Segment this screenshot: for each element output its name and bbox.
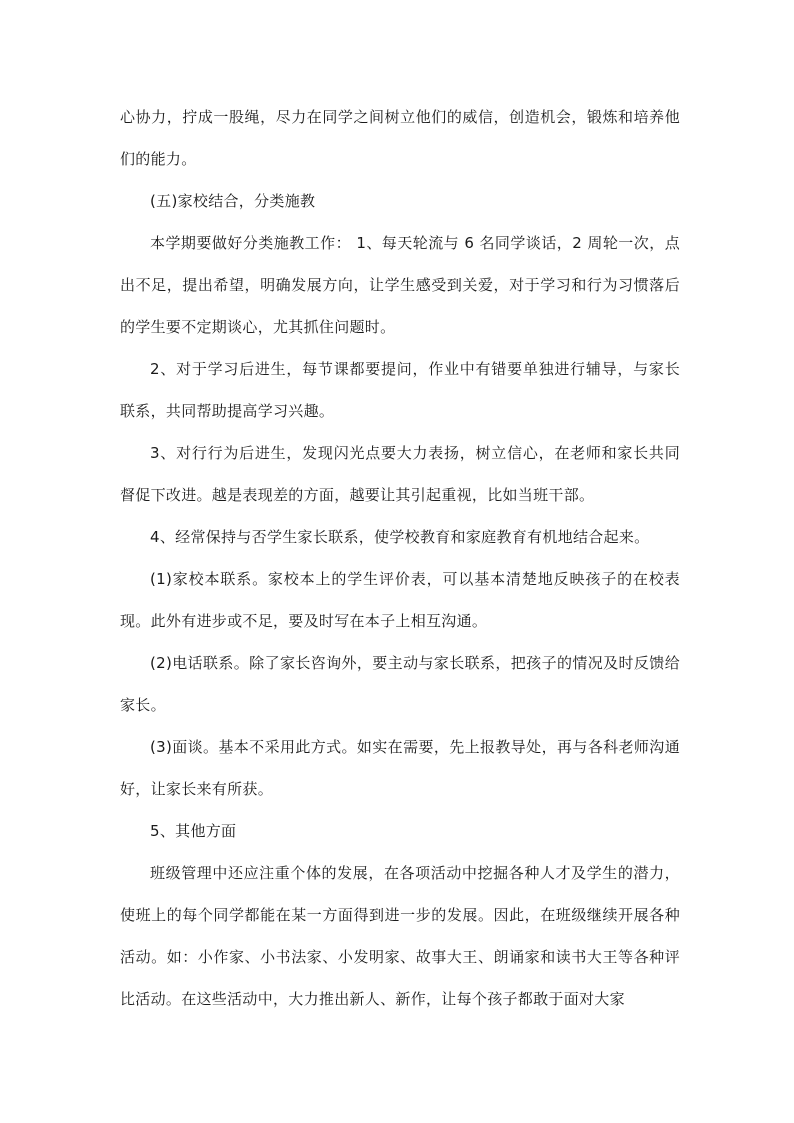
paragraph-class-management: 班级管理中还应注重个体的发展，在各项活动中挖掘各种人才及学生的潜力，使班上的每个同学都能在某一方面得到进一步的发展。因此，在班级继续开展各种活动。如：小作家、小书法家、小发明家、故事大王、朗诵家和读书大王等各种评比活动。在这些活动中，大力推出新人、新作，让每个孩子都敢于面对大家 bbox=[120, 864, 680, 1008]
document-body bbox=[120, 96, 680, 1020]
paragraph-subitem-1: (1)家校本联系。家校本上的学生评价表，可以基本清楚地反映孩子的在校表现。此外有进步或不足，要及时写在本子上相互沟通。 bbox=[120, 570, 680, 630]
paragraph-item-2: 2、对于学习后进生，每节课都要提问，作业中有错要单独进行辅导，与家长联系，共同帮助提高学习兴趣。 bbox=[120, 360, 680, 420]
section-heading-home-school: (五)家校结合，分类施教 bbox=[150, 192, 316, 210]
paragraph-item-4: 4、经常保持与否学生家长联系，使学校教育和家庭教育有机地结合起来。 bbox=[150, 528, 650, 546]
paragraph-classified-teaching: 本学期要做好分类施教工作： 1、每天轮流与 6 名同学谈话，2 周轮一次，点出不足，提出希望，明确发展方向，让学生感受到关爱，对于学习和行为习惯落后的学生要不定期谈心，尤其抓住问题时。 bbox=[120, 234, 680, 336]
paragraph-subitem-2: (2)电话联系。除了家长咨询外，要主动与家长联系，把孩子的情况及时反馈给家长。 bbox=[120, 654, 680, 714]
paragraph-continuation: 心协力，拧成一股绳，尽力在同学之间树立他们的威信，创造机会，锻炼和培养他们的能力。 bbox=[120, 108, 680, 168]
paragraph-subitem-3: (3)面谈。基本不采用此方式。如实在需要，先上报教导处，再与各科老师沟通好，让家长来有所获。 bbox=[120, 738, 680, 798]
paragraph-item-3: 3、对行行为后进生，发现闪光点要大力表扬，树立信心，在老师和家长共同督促下改进。越是表现差的方面，越要让其引起重视，比如当班干部。 bbox=[120, 444, 680, 504]
section-heading-other: 5、其他方面 bbox=[150, 822, 237, 840]
